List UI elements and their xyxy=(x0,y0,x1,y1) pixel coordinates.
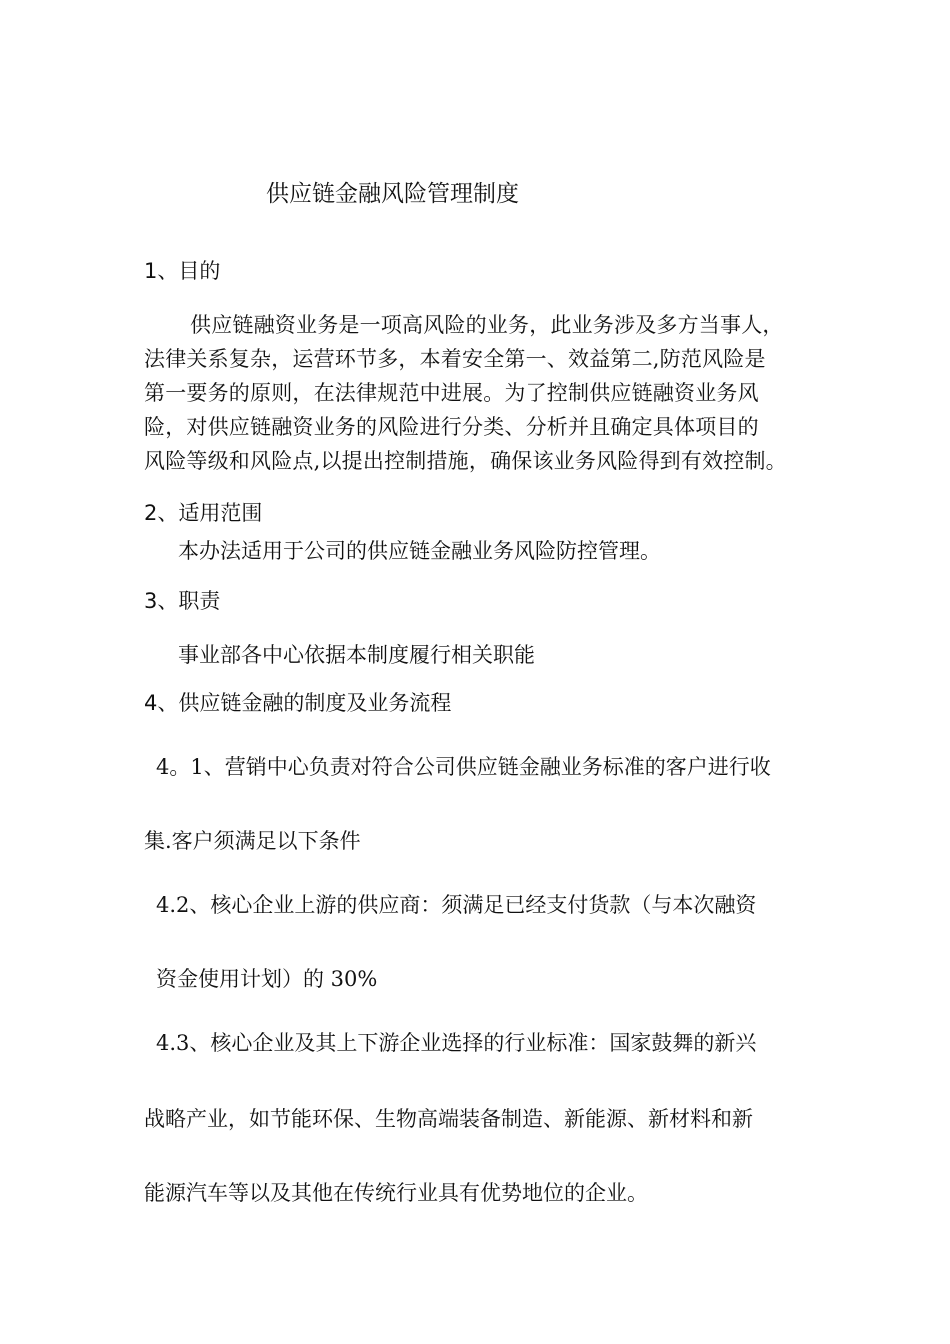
item-4-2-line-2: 资金使用计划）的 30% xyxy=(156,967,378,991)
item-4-2-line-1: 4.2、核心企业上游的供应商：须满足已经支付货款（与本次融资 xyxy=(156,893,757,917)
section-1-body-line: 第一要务的原则，在法律规范中进展。为了控制供应链融资业务风 xyxy=(144,381,759,405)
item-4-3-line-1: 4.3、核心企业及其上下游企业选择的行业标准：国家鼓舞的新兴 xyxy=(156,1031,757,1055)
section-3-heading: 3、职责 xyxy=(144,589,221,613)
item-4-3-line-2: 战略产业，如节能环保、生物高端装备制造、新能源、新材料和新 xyxy=(144,1107,753,1131)
item-4-1-line-2: 集.客户须满足以下条件 xyxy=(144,829,361,853)
section-1-body xyxy=(144,310,816,476)
section-1-heading: 1、目的 xyxy=(144,259,221,283)
section-4-heading: 4、供应链金融的制度及业务流程 xyxy=(144,691,452,715)
document-title: 供应链金融风险管理制度 xyxy=(266,181,519,207)
section-1-body-line: 风险等级和风险点,以提出控制措施，确保该业务风险得到有效控制。 xyxy=(144,449,787,473)
section-1-body-line: 险，对供应链融资业务的风险进行分类、分析并且确定具体项目的 xyxy=(144,415,759,439)
item-4-3-line-3: 能源汽车等以及其他在传统行业具有优势地位的企业。 xyxy=(144,1181,648,1205)
item-4-1-line-1: 4。1、营销中心负责对符合公司供应链金融业务标准的客户进行收 xyxy=(156,755,771,779)
section-3-body: 事业部各中心依据本制度履行相关职能 xyxy=(178,643,535,667)
section-2-heading: 2、适用范围 xyxy=(144,501,263,525)
section-1-body-line: 法律关系复杂，运营环节多，本着安全第一、效益第二,防范风险是 xyxy=(144,347,766,371)
section-2-body: 本办法适用于公司的供应链金融业务风险防控管理。 xyxy=(178,539,661,563)
section-1-body-line: 供应链融资业务是一项高风险的业务，此业务涉及多方当事人， xyxy=(190,313,784,337)
